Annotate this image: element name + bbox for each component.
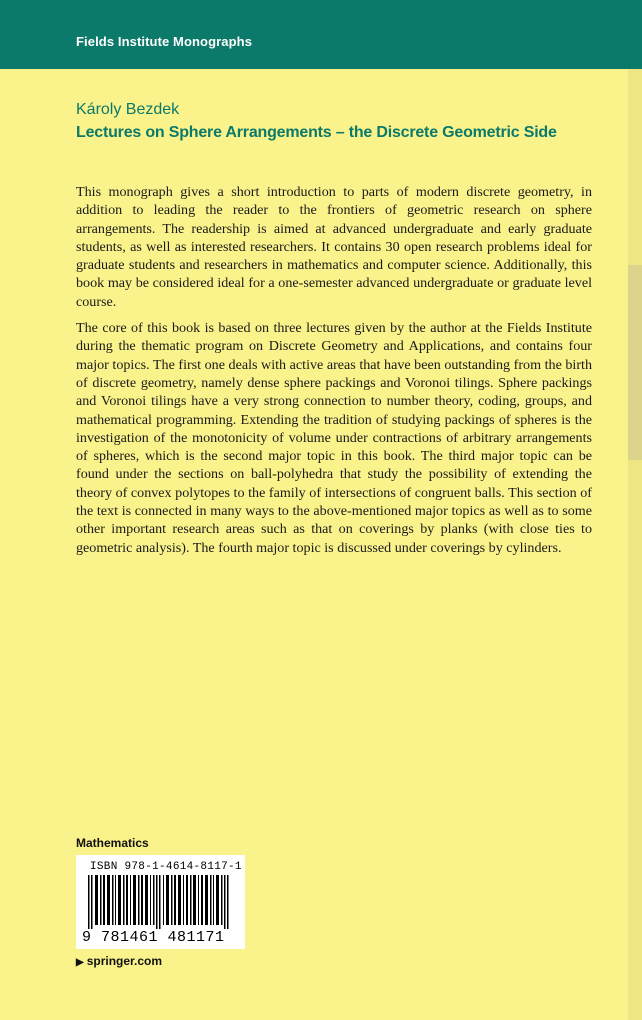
blurb-paragraph: The core of this book is based on three lectures given by the author at the Fields Institute during the thematic program on Discrete Geometry and Applications, and contains four major topics. The first one deals with active areas that have been outstanding from the birth of discrete geometry, namely dense sphere packings and Voronoi tilings. Sphere packings and Voronoi tilings have a very strong connection to number theory, coding, groups, and mathematical programming. Extending the tradition of studying packings of spheres is the investigation of the monotonicity of volume under contractions of arbitrary arrangements of spheres, which is the second major topic in this book. The third major topic can be found under the sections on ball-polyhedra that study the possibility of extending the theory of convex polytopes to the family of intersections of congruent balls. This section of the text is connected in many ways to the above-mentioned major topics as well as to some other important research areas such as that on coverings by planks (with close ties to geometric analysis). The fourth major topic is discussed under coverings by cylinders. [76,320,592,556]
book-title: Lectures on Sphere Arrangements – the Discrete Geometric Side [76,124,557,141]
isbn-barcode [76,855,245,949]
series-band [0,0,642,69]
arrow-right-icon: ▶ [76,957,84,968]
barcode-icon [76,875,245,929]
blurb-paragraph: This monograph gives a short introduction to parts of modern discrete geometry, in addition to leading the reader to the frontiers of geometric research on sphere arrangements. The readership is aimed at advanced undergraduate and early graduate students, as well as interested researchers. It contains 30 open research problems ideal for graduate students and researchers in mathematics and computer science. Additionally, this book may be considered ideal for a one-semester advanced undergraduate or graduate level course. [76,184,592,310]
barcode-digits: 9 781461 481171 [82,929,225,946]
spine-strip [628,69,642,1020]
series-name: Fields Institute Monographs [76,34,253,49]
publisher-link[interactable] [76,954,162,968]
author-name: Károly Bezdek [76,101,180,118]
subject-label: Mathematics [76,836,149,850]
isbn-label: ISBN 978-1-4614-8117-1 [90,861,242,873]
publisher-url: springer.com [86,954,163,968]
blurb [76,183,592,565]
spine-mark [628,265,642,460]
